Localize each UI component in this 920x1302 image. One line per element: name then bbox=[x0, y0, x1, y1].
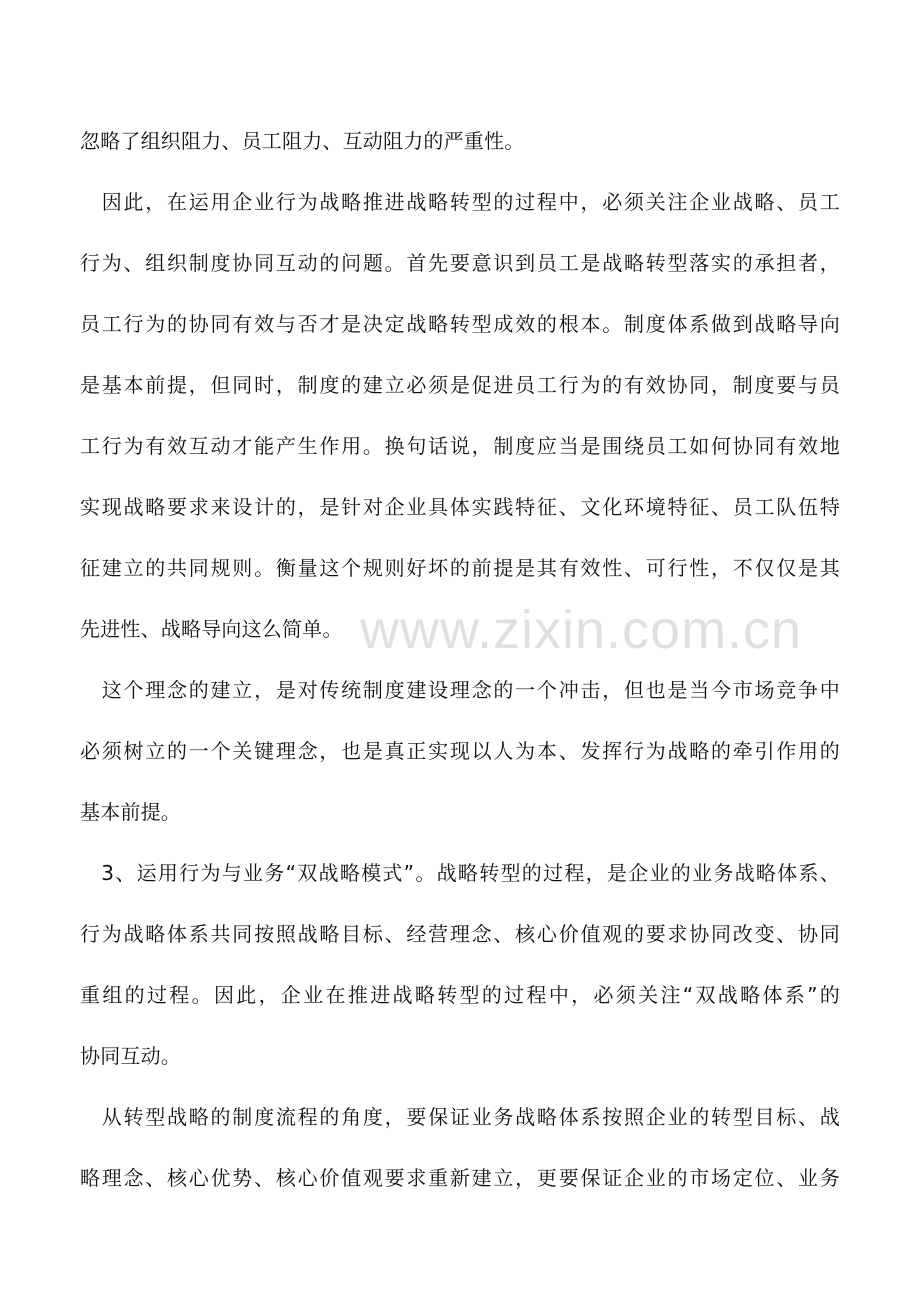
text-line: 是基本前提，但同时，制度的建立必须是促进员工行为的有效协同，制度要与员 bbox=[80, 373, 840, 397]
text-line: 先进性、战略导向这么简单。 bbox=[80, 617, 343, 641]
text-line: 重组的过程。因此，企业在推进战略转型的过程中，必须关注“双战略体系”的 bbox=[80, 983, 840, 1007]
text-line: 员工行为的协同有效与否才是决定战略转型成效的根本。制度体系做到战略导向 bbox=[80, 312, 840, 336]
text-line: 行为战略体系共同按照战略目标、经营理念、核心价值观的要求协同改变、协同 bbox=[80, 922, 840, 946]
text-line: 协同互动。 bbox=[80, 1044, 181, 1068]
text-line: 征建立的共同规则。衡量这个规则好坏的前提是其有效性、可行性，不仅仅是其 bbox=[80, 556, 840, 580]
text-line: 因此，在运用企业行为战略推进战略转型的过程中，必须关注企业战略、员工 bbox=[80, 190, 840, 214]
text-line: 基本前提。 bbox=[80, 800, 181, 824]
text-line: 略理念、核心优势、核心价值观要求重新建立，更要保证企业的市场定位、业务 bbox=[80, 1166, 840, 1190]
text-line: 3、运用行为与业务“双战略模式”。战略转型的过程，是企业的业务战略体系、 bbox=[80, 861, 840, 885]
text-line: 实现战略要求来设计的，是针对企业具体实践特征、文化环境特征、员工队伍特 bbox=[80, 495, 840, 519]
watermark: www.zixin.com.cn bbox=[360, 600, 803, 660]
text-line: 行为、组织制度协同互动的问题。首先要意识到员工是战略转型落实的承担者， bbox=[80, 251, 840, 275]
text-line: 忽略了组织阻力、员工阻力、互动阻力的严重性。 bbox=[80, 129, 525, 153]
text-line: 必须树立的一个关键理念，也是真正实现以人为本、发挥行为战略的牵引作用的 bbox=[80, 739, 840, 763]
text-line: 工行为有效互动才能产生作用。换句话说，制度应当是围绕员工如何协同有效地 bbox=[80, 434, 840, 458]
text-line: 从转型战略的制度流程的角度，要保证业务战略体系按照企业的转型目标、战 bbox=[80, 1105, 840, 1129]
text-line: 这个理念的建立，是对传统制度建设理念的一个冲击，但也是当今市场竞争中 bbox=[80, 678, 840, 702]
